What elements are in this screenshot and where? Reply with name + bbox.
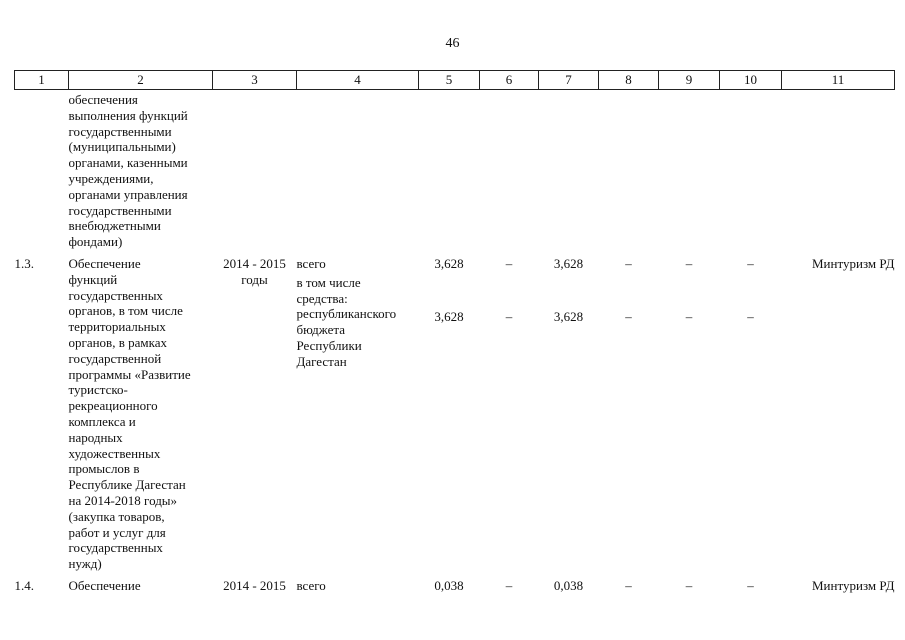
value-total: 0,038: [553, 577, 584, 593]
table-row: [15, 250, 895, 572]
value-source: 3,628: [553, 308, 584, 324]
row-name: Обеспечение: [68, 577, 141, 593]
column-header: 7: [539, 71, 599, 90]
total-label: всего: [296, 255, 326, 271]
row-years: 2014 - 2015 годы: [223, 255, 286, 287]
value-total: 3,628: [434, 255, 464, 271]
column-header: 1: [15, 71, 69, 90]
value-source: –: [625, 308, 632, 324]
row-executor: Минтуризм РД: [812, 255, 895, 271]
column-header: 4: [297, 71, 419, 90]
total-label: всего: [296, 577, 326, 593]
column-header: 5: [419, 71, 480, 90]
row-number: 1.4.: [14, 577, 34, 593]
value-total: –: [685, 577, 693, 593]
row-executor: Минтуризм РД: [812, 577, 895, 593]
value-source: –: [747, 308, 754, 324]
row-name: Обеспечение функций государственных органов, в том числе территориальных органов, в рамках государственной программы «Развитие туристско- рекреационного комплекса и народных художественных промыслов в Республике Дагестан на 2014-2018 годы» (закупка товаров, работ и услуг для государственных нужд): [68, 255, 191, 572]
value-total: –: [625, 577, 632, 593]
column-header: 6: [480, 71, 539, 90]
value-total: –: [747, 577, 754, 593]
column-header: 2: [69, 71, 213, 90]
column-header: 9: [659, 71, 720, 90]
column-numbers-row: [15, 71, 895, 90]
value-total: –: [747, 255, 754, 271]
page-number: 46: [445, 36, 460, 51]
column-header: 8: [599, 71, 659, 90]
row-years: 2014 - 2015: [223, 577, 286, 593]
value-total: 3,628: [553, 255, 584, 271]
including-label: в том числе средства:: [296, 274, 361, 306]
value-source: –: [505, 308, 513, 324]
table-row: [15, 572, 895, 594]
column-header: 11: [782, 71, 895, 90]
value-total: –: [625, 255, 632, 271]
carryover-name: обеспечения выполнения функций государственными (муниципальными) органами, казенными учреждениями, органами управления государственными внебюджетными фондами): [68, 92, 188, 250]
value-total: 0,038: [434, 577, 464, 593]
column-header: 10: [720, 71, 782, 90]
carryover-row: [15, 90, 895, 250]
value-source: –: [685, 308, 693, 324]
row-number: 1.3.: [14, 255, 34, 271]
value-source: 3,628: [434, 308, 464, 324]
value-total: –: [505, 255, 513, 271]
value-total: –: [505, 577, 513, 593]
value-total: –: [685, 255, 693, 271]
source-label: республиканского бюджета Республики Дагестан: [296, 306, 397, 369]
budget-table: [14, 70, 895, 594]
column-header: 3: [213, 71, 297, 90]
